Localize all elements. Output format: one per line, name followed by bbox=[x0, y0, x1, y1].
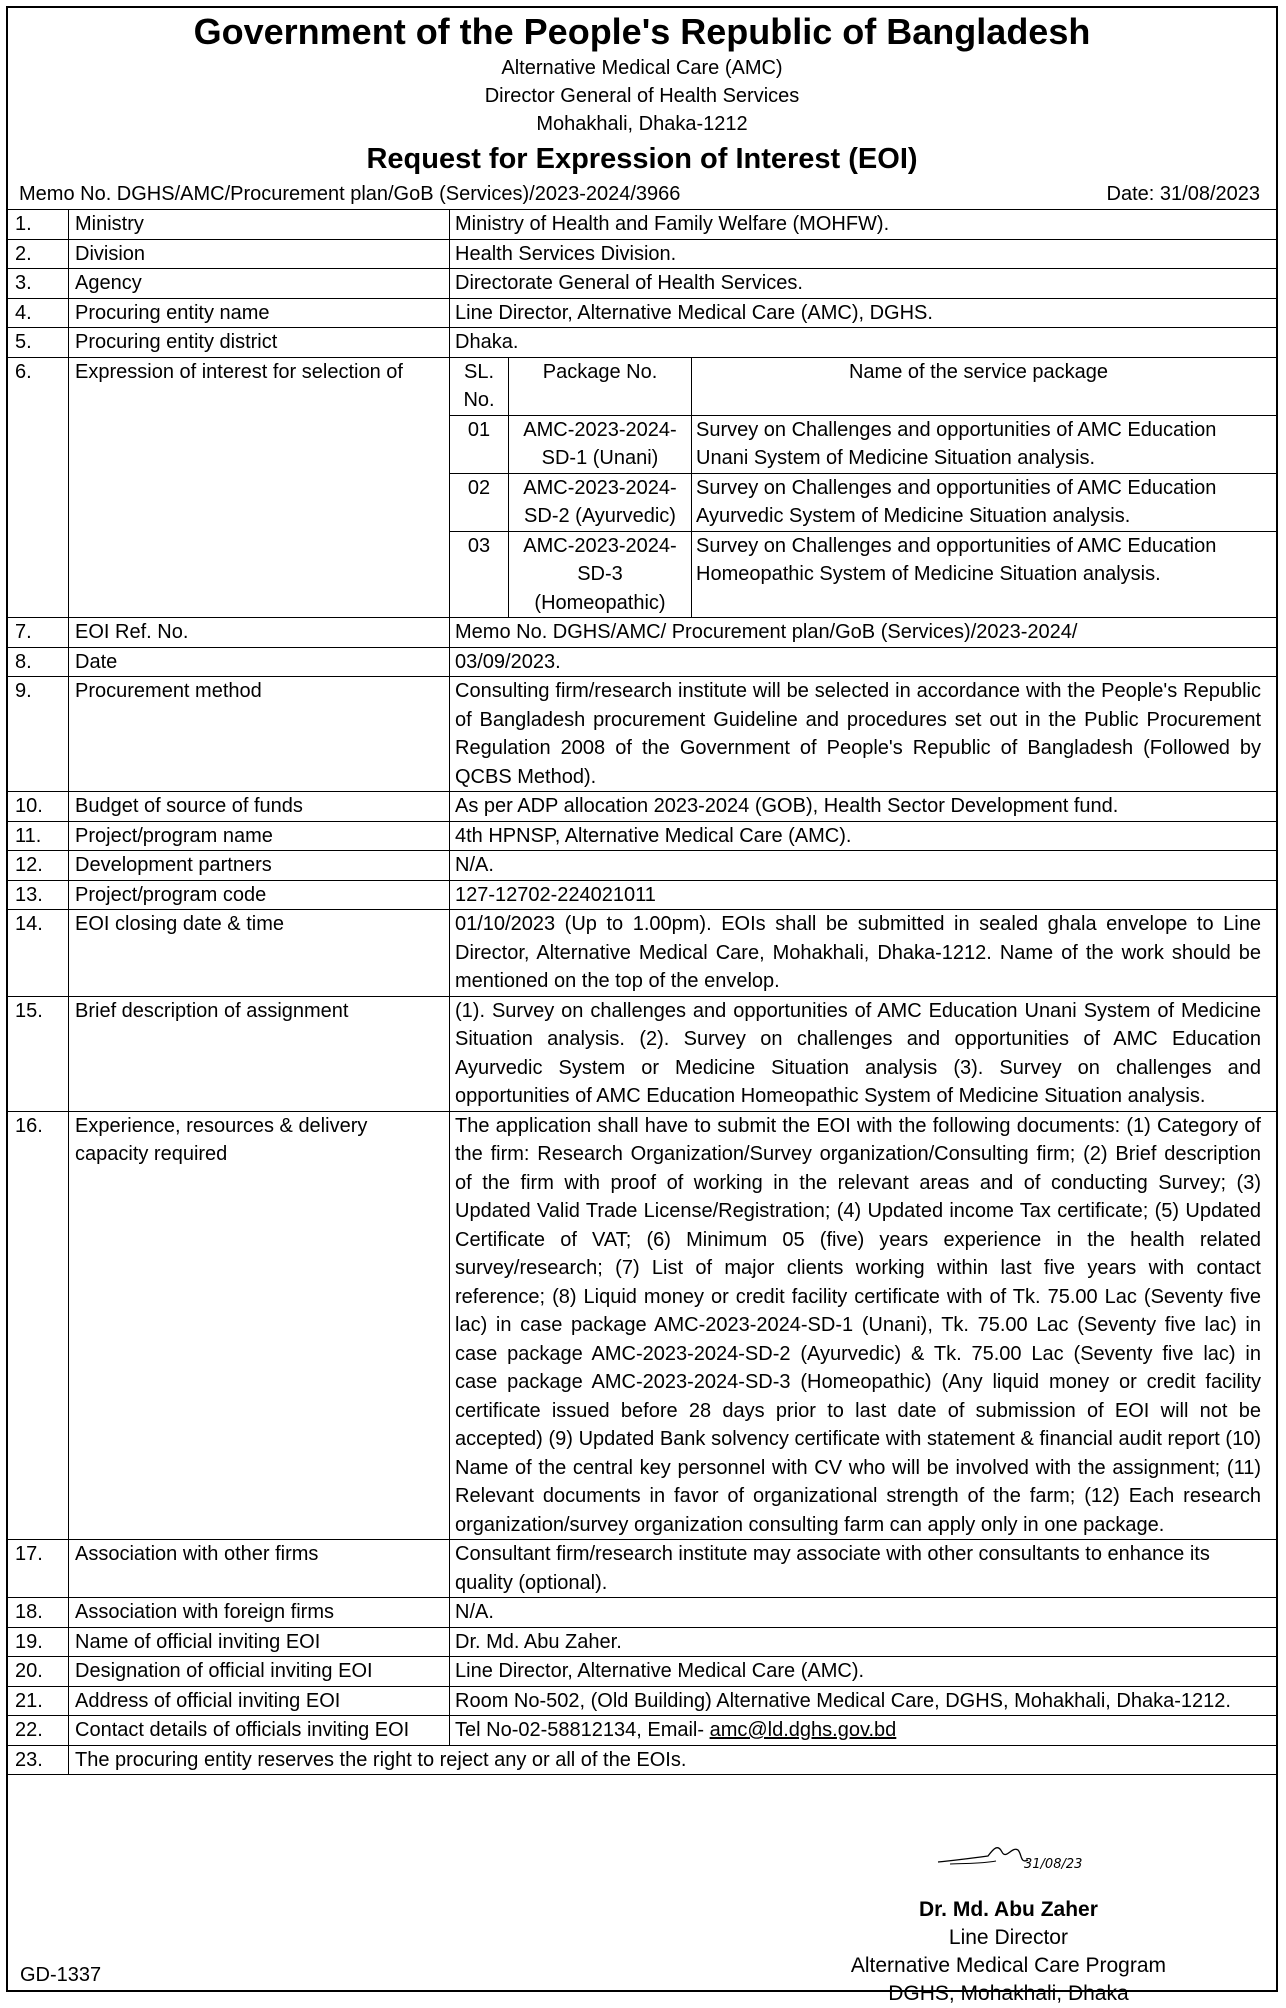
package-name: Survey on Challenges and opportunities of AMC Education Homeopathic System of Medicine Situation analysis. bbox=[692, 531, 1278, 617]
table-row bbox=[7, 677, 1278, 792]
row-label: Association with other firms bbox=[69, 1540, 450, 1598]
row-label: Division bbox=[69, 239, 450, 269]
row-value: (1). Survey on challenges and opportunities of AMC Education Unani System of Medicine Situation analysis. (2). Survey on challenges and opportunities of AMC Education Ayurvedic System or Medicine Situation analysis (3). Survey on challenges and opportunities of AMC Education Homeopathic System of Medicine Situation analysis. bbox=[450, 996, 1278, 1111]
table-row bbox=[7, 1111, 1278, 1540]
row-serial: 10. bbox=[7, 792, 69, 822]
package-header-package-name: Name of the service package bbox=[692, 358, 1278, 416]
row-label: Ministry bbox=[69, 210, 450, 240]
row-serial: 21. bbox=[7, 1686, 69, 1716]
package-name: Survey on Challenges and opportunities of AMC Education Ayurvedic System of Medicine Situation analysis. bbox=[692, 473, 1278, 531]
signatory-office: DGHS, Mohakhali, Dhaka bbox=[888, 1982, 1129, 2005]
row-serial: 2. bbox=[7, 239, 69, 269]
row-serial: 11. bbox=[7, 821, 69, 851]
table-row bbox=[7, 328, 1278, 358]
contact-phone: Tel No-02-58812134, Email- bbox=[455, 1719, 705, 1741]
package-no: 03 bbox=[450, 531, 509, 617]
row-label: Procuring entity name bbox=[69, 298, 450, 328]
package-name: Survey on Challenges and opportunities of AMC Education Unani System of Medicine Situation analysis. bbox=[692, 415, 1278, 473]
row-value: 03/09/2023. bbox=[450, 647, 1278, 677]
package-package: AMC-2023-2024-SD-2 (Ayurvedic) bbox=[509, 473, 692, 531]
row-label: Designation of official inviting EOI bbox=[69, 1657, 450, 1687]
row-label: EOI closing date & time bbox=[69, 910, 450, 997]
table-row bbox=[7, 210, 1278, 240]
government-title: Government of the People's Republic of Bangladesh bbox=[193, 11, 1091, 52]
table-row bbox=[7, 1598, 1278, 1628]
row-label: EOI Ref. No. bbox=[69, 618, 450, 648]
row-value: Memo No. DGHS/AMC/ Procurement plan/GoB (Services)/2023-2024/ bbox=[450, 618, 1278, 648]
package-table-cell bbox=[450, 357, 1278, 618]
row-value: 127-12702-224021011 bbox=[450, 880, 1278, 910]
package-table bbox=[450, 358, 1277, 618]
row-label: Expression of interest for selection of bbox=[69, 357, 450, 618]
signature-block bbox=[851, 1834, 1166, 2008]
row-label: Address of official inviting EOI bbox=[69, 1686, 450, 1716]
notice-header bbox=[8, 10, 1276, 179]
row-value: As per ADP allocation 2023-2024 (GOB), Health Sector Development fund. bbox=[450, 792, 1278, 822]
row-serial: 9. bbox=[7, 677, 69, 792]
table-row bbox=[7, 1745, 1278, 1775]
row-label: Development partners bbox=[69, 851, 450, 881]
package-no: 02 bbox=[450, 473, 509, 531]
package-header-row bbox=[450, 358, 1277, 416]
row-serial: 20. bbox=[7, 1657, 69, 1687]
row-serial: 14. bbox=[7, 910, 69, 997]
memo-number: Memo No. DGHS/AMC/Procurement plan/GoB (Services)/2023-2024/3966 bbox=[19, 183, 681, 205]
package-row bbox=[450, 473, 1277, 531]
row-value: N/A. bbox=[450, 851, 1278, 881]
eoi-details-table bbox=[6, 209, 1278, 1775]
office-address: Mohakhali, Dhaka-1212 bbox=[536, 113, 748, 135]
row-label: Budget of source of funds bbox=[69, 792, 450, 822]
notice-title: Request for Expression of Interest (EOI) bbox=[366, 143, 918, 175]
table-row bbox=[7, 880, 1278, 910]
table-row bbox=[7, 1627, 1278, 1657]
row-serial: 17. bbox=[7, 1540, 69, 1598]
package-package: AMC-2023-2024-SD-3 (Homeopathic) bbox=[509, 531, 692, 617]
row-serial: 12. bbox=[7, 851, 69, 881]
signature-date: 31/08/23 bbox=[1024, 1857, 1083, 1872]
row-value: Consultant firm/research institute may associate with other consultants to enhance its quality (optional). bbox=[450, 1540, 1278, 1598]
row-label: Contact details of officials inviting EOI bbox=[69, 1716, 450, 1746]
row-value: Line Director, Alternative Medical Care (AMC). bbox=[450, 1657, 1278, 1687]
table-row bbox=[7, 821, 1278, 851]
row-serial: 7. bbox=[7, 618, 69, 648]
table-row bbox=[7, 618, 1278, 648]
memo-date: Date: 31/08/2023 bbox=[1106, 183, 1260, 205]
row-serial: 13. bbox=[7, 880, 69, 910]
row-value: Line Director, Alternative Medical Care (AMC), DGHS. bbox=[450, 298, 1278, 328]
row-serial: 1. bbox=[7, 210, 69, 240]
row-value bbox=[450, 1716, 1278, 1746]
row-label: Association with foreign firms bbox=[69, 1598, 450, 1628]
row-label: Name of official inviting EOI bbox=[69, 1627, 450, 1657]
row-serial: 4. bbox=[7, 298, 69, 328]
row-serial: 18. bbox=[7, 1598, 69, 1628]
package-header-package-no: Package No. bbox=[509, 358, 692, 416]
row-serial: 23. bbox=[7, 1745, 69, 1775]
table-row bbox=[7, 792, 1278, 822]
row-value: Dhaka. bbox=[450, 328, 1278, 358]
row-value: 4th HPNSP, Alternative Medical Care (AMC). bbox=[450, 821, 1278, 851]
directorate-name: Director General of Health Services bbox=[484, 85, 800, 107]
row-value: Ministry of Health and Family Welfare (MOHFW). bbox=[450, 210, 1278, 240]
row-value: N/A. bbox=[450, 1598, 1278, 1628]
table-row bbox=[7, 996, 1278, 1111]
row-value: The application shall have to submit the EOI with the following documents: (1) Category of the firm: Research Organization/Survey organization/Consulting firm; (2) Brief description of the firm with proof of working in the relevant areas and of conducting Survey; (3) Updated Valid Trade License/Registration; (4) Updated income Tax certificate; (5) Updated Certificate of VAT; (6) Minimum 05 (five) years experience in the health related survey/research; (7) List of major clients working within last five years with contact reference; (8) Liquid money or credit facility certificate with of Tk. 75.00 Lac (Seventy five lac) in case package AMC-2023-2024-SD-1 (Unani), Tk. 75.00 Lac (Seventy five lac) in case package AMC-2023-2024-SD-2 (Ayurvedic) & Tk. 75.00 Lac (Seventy five lac) in case package AMC-2023-2024-SD-3 (Homeopathic) (Any liquid money or credit facility certificate issued before 28 days prior to last date of submission of EOI will not be accepted) (9) Updated Bank solvency certificate with statement & financial audit report (10) Name of the central key personnel with CV who will be involved with the assignment; (11) Relevant documents in favor of organizational strength of the farm; (12) Each research organization/survey organization consulting farm can apply only in one package. bbox=[450, 1111, 1278, 1540]
row-serial: 16. bbox=[7, 1111, 69, 1540]
signatory-designation: Line Director bbox=[948, 1926, 1068, 1949]
table-row bbox=[7, 357, 1278, 618]
reference-code: GD-1337 bbox=[20, 1964, 102, 1986]
table-row bbox=[7, 269, 1278, 299]
table-row bbox=[7, 239, 1278, 269]
row-label: Project/program name bbox=[69, 821, 450, 851]
table-row bbox=[7, 910, 1278, 997]
row-value: Room No-502, (Old Building) Alternative Medical Care, DGHS, Mohakhali, Dhaka-1212. bbox=[450, 1686, 1278, 1716]
row-value: Consulting firm/research institute will be selected in accordance with the People's Republic of Bangladesh procurement Guideline and procedures set out in the Public Procurement Regulation 2008 of the Government of People's Republic of Bangladesh (Followed by QCBS Method). bbox=[450, 677, 1278, 792]
organization-name: Alternative Medical Care (AMC) bbox=[501, 57, 783, 79]
row-label: Brief description of assignment bbox=[69, 996, 450, 1111]
package-row bbox=[450, 415, 1277, 473]
row-value: 01/10/2023 (Up to 1.00pm). EOIs shall be submitted in sealed ghala envelope to Line Director, Alternative Medical Care, Mohakhali, Dhaka-1212. Name of the work should be mentioned on the top of the envelop. bbox=[450, 910, 1278, 997]
row-serial: 8. bbox=[7, 647, 69, 677]
row-label: Procuring entity district bbox=[69, 328, 450, 358]
package-row bbox=[450, 531, 1277, 617]
row-statement: The procuring entity reserves the right to reject any or all of the EOIs. bbox=[69, 1745, 1278, 1775]
signatory-name: Dr. Md. Abu Zaher bbox=[918, 1898, 1098, 1921]
row-serial: 15. bbox=[7, 996, 69, 1111]
row-value: Health Services Division. bbox=[450, 239, 1278, 269]
signatory-program: Alternative Medical Care Program bbox=[850, 1954, 1166, 1977]
row-serial: 3. bbox=[7, 269, 69, 299]
table-row bbox=[7, 298, 1278, 328]
handwritten-signature bbox=[928, 1834, 1088, 1882]
row-label: Experience, resources & delivery capacity required bbox=[69, 1111, 450, 1540]
row-serial: 19. bbox=[7, 1627, 69, 1657]
row-label: Date bbox=[69, 647, 450, 677]
contact-email-link[interactable]: amc@ld.dghs.gov.bd bbox=[709, 1719, 897, 1741]
package-header-serial: SL. No. bbox=[450, 358, 509, 416]
row-value: Directorate General of Health Services. bbox=[450, 269, 1278, 299]
table-row bbox=[7, 1657, 1278, 1687]
memo-line bbox=[8, 179, 1276, 209]
row-label: Project/program code bbox=[69, 880, 450, 910]
table-row bbox=[7, 1540, 1278, 1598]
package-no: 01 bbox=[450, 415, 509, 473]
table-row bbox=[7, 647, 1278, 677]
row-serial: 22. bbox=[7, 1716, 69, 1746]
row-serial: 6. bbox=[7, 357, 69, 618]
eoi-notice-page bbox=[6, 6, 1278, 2005]
row-label: Agency bbox=[69, 269, 450, 299]
row-value: Dr. Md. Abu Zaher. bbox=[450, 1627, 1278, 1657]
table-row bbox=[7, 1686, 1278, 1716]
row-label: Procurement method bbox=[69, 677, 450, 792]
row-serial: 5. bbox=[7, 328, 69, 358]
table-row bbox=[7, 851, 1278, 881]
package-package: AMC-2023-2024-SD-1 (Unani) bbox=[509, 415, 692, 473]
table-row bbox=[7, 1716, 1278, 1746]
